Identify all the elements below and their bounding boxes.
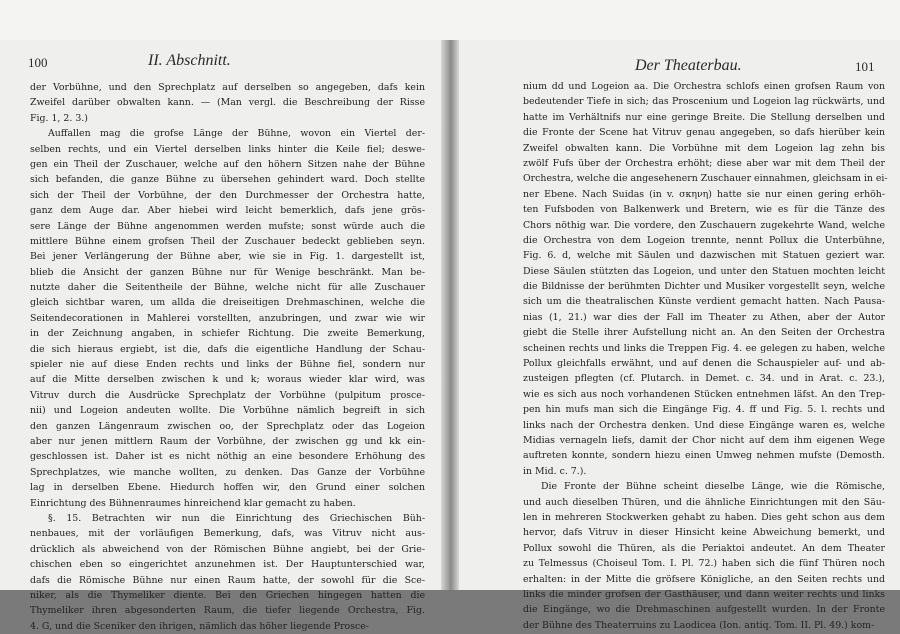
text-line: selben rechts, und ein Viertel derselben links hinter die Keile fiel; deswe- [30,143,425,155]
text-line: aber nur jenen mittlern Raum der Vorbühne, der zwischen gg und kk ein- [30,435,425,447]
text-line: in Mid. c. 7.). [523,465,587,477]
text-line: die Eingänge, wo die Drehmaschinen aufgestellt wurden. In der Fronte [523,604,885,616]
text-line: Midias vernageln liefs, damit der Chor nicht auf dem ihm eigenen Wege [523,434,885,446]
text-line: giebt die Stelle ihrer Aufstellung nicht an. An den Seiten der Orchestra [523,327,885,339]
text-line: Vitruv durch die Ausdrücke Sprechplatz der Vorbühne (pulpitum prosce- [30,389,425,401]
right-body-text [523,79,888,633]
text-line: bedeutender Tiefe in sich; das Proscenium und Logeion lag rückwärts, und [523,96,885,108]
text-line: scheinen rechts und links die Treppen Fig. 4. ee gelegen zu haben, welche [523,342,885,354]
text-line: 4. G, und die Sceniker den ihrigen, nämlich das höher liegende Prosce- [30,620,369,632]
text-line: geschlossen ist. Daher ist es nicht nöthig an eine besondere Erhöhung des [30,451,425,463]
text-line: die sich hieraus ergiebt, ist die, dafs die eigentliche Handlung der Schau- [30,343,425,355]
text-line: sere Länge der Bühne angenommen werden mufste; sonst würde auch die [30,220,425,232]
scan-top-margin [0,0,900,40]
text-line: nenbaues, mit der vorläufigen Bemerkung, dafs, was Vitruv nicht aus- [30,528,425,540]
text-line: ner Ebene. Nach Suidas (in v. σκηνη) hatte sie nur einen gering erhöh- [523,188,885,200]
text-line: Thymeliker ihren abgesonderten Raum, die tiefer liegende Orchestra, Fig. [30,605,425,617]
text-line: Orchestra, welche die angesehenern Zuschauer einnahmen, gleichsam in ei- [523,173,888,185]
text-line: die Bildnisse der berühmten Dichter und Musiker vorgestellt seyn, welche [523,281,885,293]
text-line: lag in derselben Ebene. Hiedurch hoffen wir, den Grund einer solchen [30,482,425,494]
text-line: sich um die theatralischen Künste verdient gemacht hatten. Nach Pausa- [523,296,885,308]
text-line: Seitendecorationen in Mahlerei vorstellten, anzubringen, und zwar wie wir [30,312,425,324]
text-line: Pollux gleichfalls erwähnt, und auf denen die Schauspieler auf- und ab- [523,358,885,370]
text-line: sich der Theil der Vorbühne, der den Durchmesser der Orchestra hatte, [30,189,425,201]
text-line: in der Zeichnung angaben, in schiefer Richtung. Die zweite Bemerkung, [30,328,425,340]
text-line: zusteigen pflegten (cf. Plutarch. in Demet. c. 34. und in Arat. c. 23.), [523,373,885,385]
text-line: len in mehreren Stockwerken gehabt zu haben. Dies geht schon aus dem [523,511,885,523]
text-line: §. 15. Betrachten wir nun die Einrichtung des Griechischen Büh- [48,512,425,524]
text-line: der Bühne des Theaterruins zu Laodicea (Ion. antiq. Tom. II. Pl. 49.) kom- [523,619,875,631]
text-line: auf die Mitte derselben zwischen k und k; woraus wieder klar wird, was [30,374,425,386]
text-line: Die Fronte der Bühne scheint dieselbe Länge, wie die Römische, [541,481,885,493]
text-line: links die minder grofsen der Gasthäuser, und dann weiter rechts und links [523,588,885,600]
text-line: erhalten: in der Mitte die gröfsere Königliche, an den Seiten rechts und [523,573,885,585]
text-line: spieler nie auf diese Enden rechts und links der Bühne fiel, sondern nur [30,359,425,371]
left-body-text [30,80,425,634]
text-line: Fig. 1, 2. 3.) [30,112,88,124]
text-line: dafs die Römische Bühne nur einen Raum hatte, der sowohl für die Sce- [30,574,425,586]
text-line: auftreten konnte, sondern hiezu einen Umweg nehmen mufste (Demosth. [523,450,885,462]
text-line: wie es sich aus noch vorhandenen Stücken entnehmen läfst. An den Trep- [523,388,885,400]
text-line: Bei jener Verlängerung der Bühne aber, wie sie in Fig. 1. dargestellt ist, [30,251,425,263]
text-line: die Orchestra von dem Logeion trennte, nennt Pollux die Unterbühne, [523,234,885,246]
text-line: Einrichtung des Bühnenraumes hinreichend klar gemacht zu haben. [30,497,356,509]
left-running-header: II. Abschnitt. [148,52,231,69]
text-line: Chors nöthig war. Die vordere, den Zuschauern zugekehrte Wand, welche [523,219,885,231]
text-line: nium dd und Logeion aa. Die Orchestra schlofs einen grofsen Raum von [523,81,885,92]
right-page [459,40,900,631]
text-line: chischen eben so eingerichtet anzunehmen ist. Der Hauptunterschied war, [30,559,425,571]
text-line: Sprechplatzes, wie manche wollten, zu denken. Das Ganze der Vorbühne [30,466,425,478]
text-line: Diese Säulen stützten das Logeion, und unter den Statuen mochten leicht [523,265,885,277]
book-gutter [441,40,459,590]
text-line: nutzte daher die Seitentheile der Bühne, welche nicht für alle Zuschauer [30,282,425,294]
text-line: niker, als die Thymeliker diente. Bei den Griechen hingegen hatten die [30,589,425,601]
text-line: gleich sichtbar waren, um allda die dreiseitigen Drehmaschinen, welche die [30,297,425,309]
text-line: mittlere Bühne einem grofsen Theil der Zuschauer bedeckt geblieben seyn. [30,235,425,247]
text-line: hervor, dafs Vitruv in dieser Hinsicht keine Abweichung bemerkt, und [523,527,885,539]
text-line: die Fronte der Scene hat Vitruv genau angegeben, so dafs hierüber kein [523,127,885,139]
text-line: zu Telmessus (Choiseul Tom. I. Pl. 72.) haben sich die fünf Thüren noch [523,558,885,570]
text-line: nias (1, 21.) war dies der Fall im Theater zu Athen, aber der Autor [523,311,885,323]
text-line: Pollux sowohl die Thüren, als die Periaktoi andeutet. An dem Theater [523,542,885,554]
text-line: Zweifel obwalten kann. Die Vorbühne mit dem Logeion lag zehn bis [523,142,885,154]
text-line: nii) und Logeion andeuten wollte. Die Vorbühne nämlich begreift in sich [30,405,425,417]
text-line: ten Fufsboden von Balkenwerk und Bretern, wie es für die Tänze des [523,204,885,216]
text-line: sich befanden, die ganze Bühne zu übersehen gehindert ward. Doch stellte [30,174,425,186]
text-line: Zweifel darüber obwalten kann. — (Man vergl. die Beschreibung der Risse [30,97,425,109]
text-line: pen hin mufs man sich die Eingänge Fig. 4. ff und Fig. 5. l. rechts und [523,404,885,416]
text-line: und auch dieselben Thüren, und die ähnliche Einrichtungen mit den Säu- [523,496,885,508]
text-line: der Vorbühne, und den Sprechplatz auf derselben so angegeben, dafs kein [30,82,425,93]
text-line: blieb die Ansicht der ganzen Bühne nur für Wenige beschränkt. Man be- [30,266,425,278]
text-line: gen ein Theil der Zuschauer, welche auf den höhern Sitzen nahe der Bühne [30,158,425,170]
text-line: Fig. 6. d, welche mit Säulen und dazwischen mit Statuen geziert war. [523,250,885,262]
text-line: links nach der Orchestra denken. Und diese Eingänge waren es, welche [523,419,885,431]
right-page-number: 101 [855,59,875,74]
left-page [0,40,441,632]
right-running-header: Der Theaterbau. [635,57,742,74]
text-line: den ganzen Längenraum zwischen oo, der Sprechplatz oder das Logeion [30,420,425,432]
text-line: zwölf Fufs über der Orchestra erhöht; diese aber war mit dem Theil der [523,157,885,169]
text-line: Auffallen mag die grofse Länge der Bühne, wovon ein Viertel der- [48,128,425,140]
left-page-number: 100 [28,55,48,70]
text-line: ganz dem Auge dar. Aber hiebei wird leicht bemerklich, dafs jene grös- [30,205,425,217]
text-line: hatte im Verhältnifs nur eine geringe Breite. Die Stellung derselben und [523,111,885,123]
text-line: drücklich als abweichend von der Römischen Bühne angiebt, bei der Grie- [30,543,425,555]
